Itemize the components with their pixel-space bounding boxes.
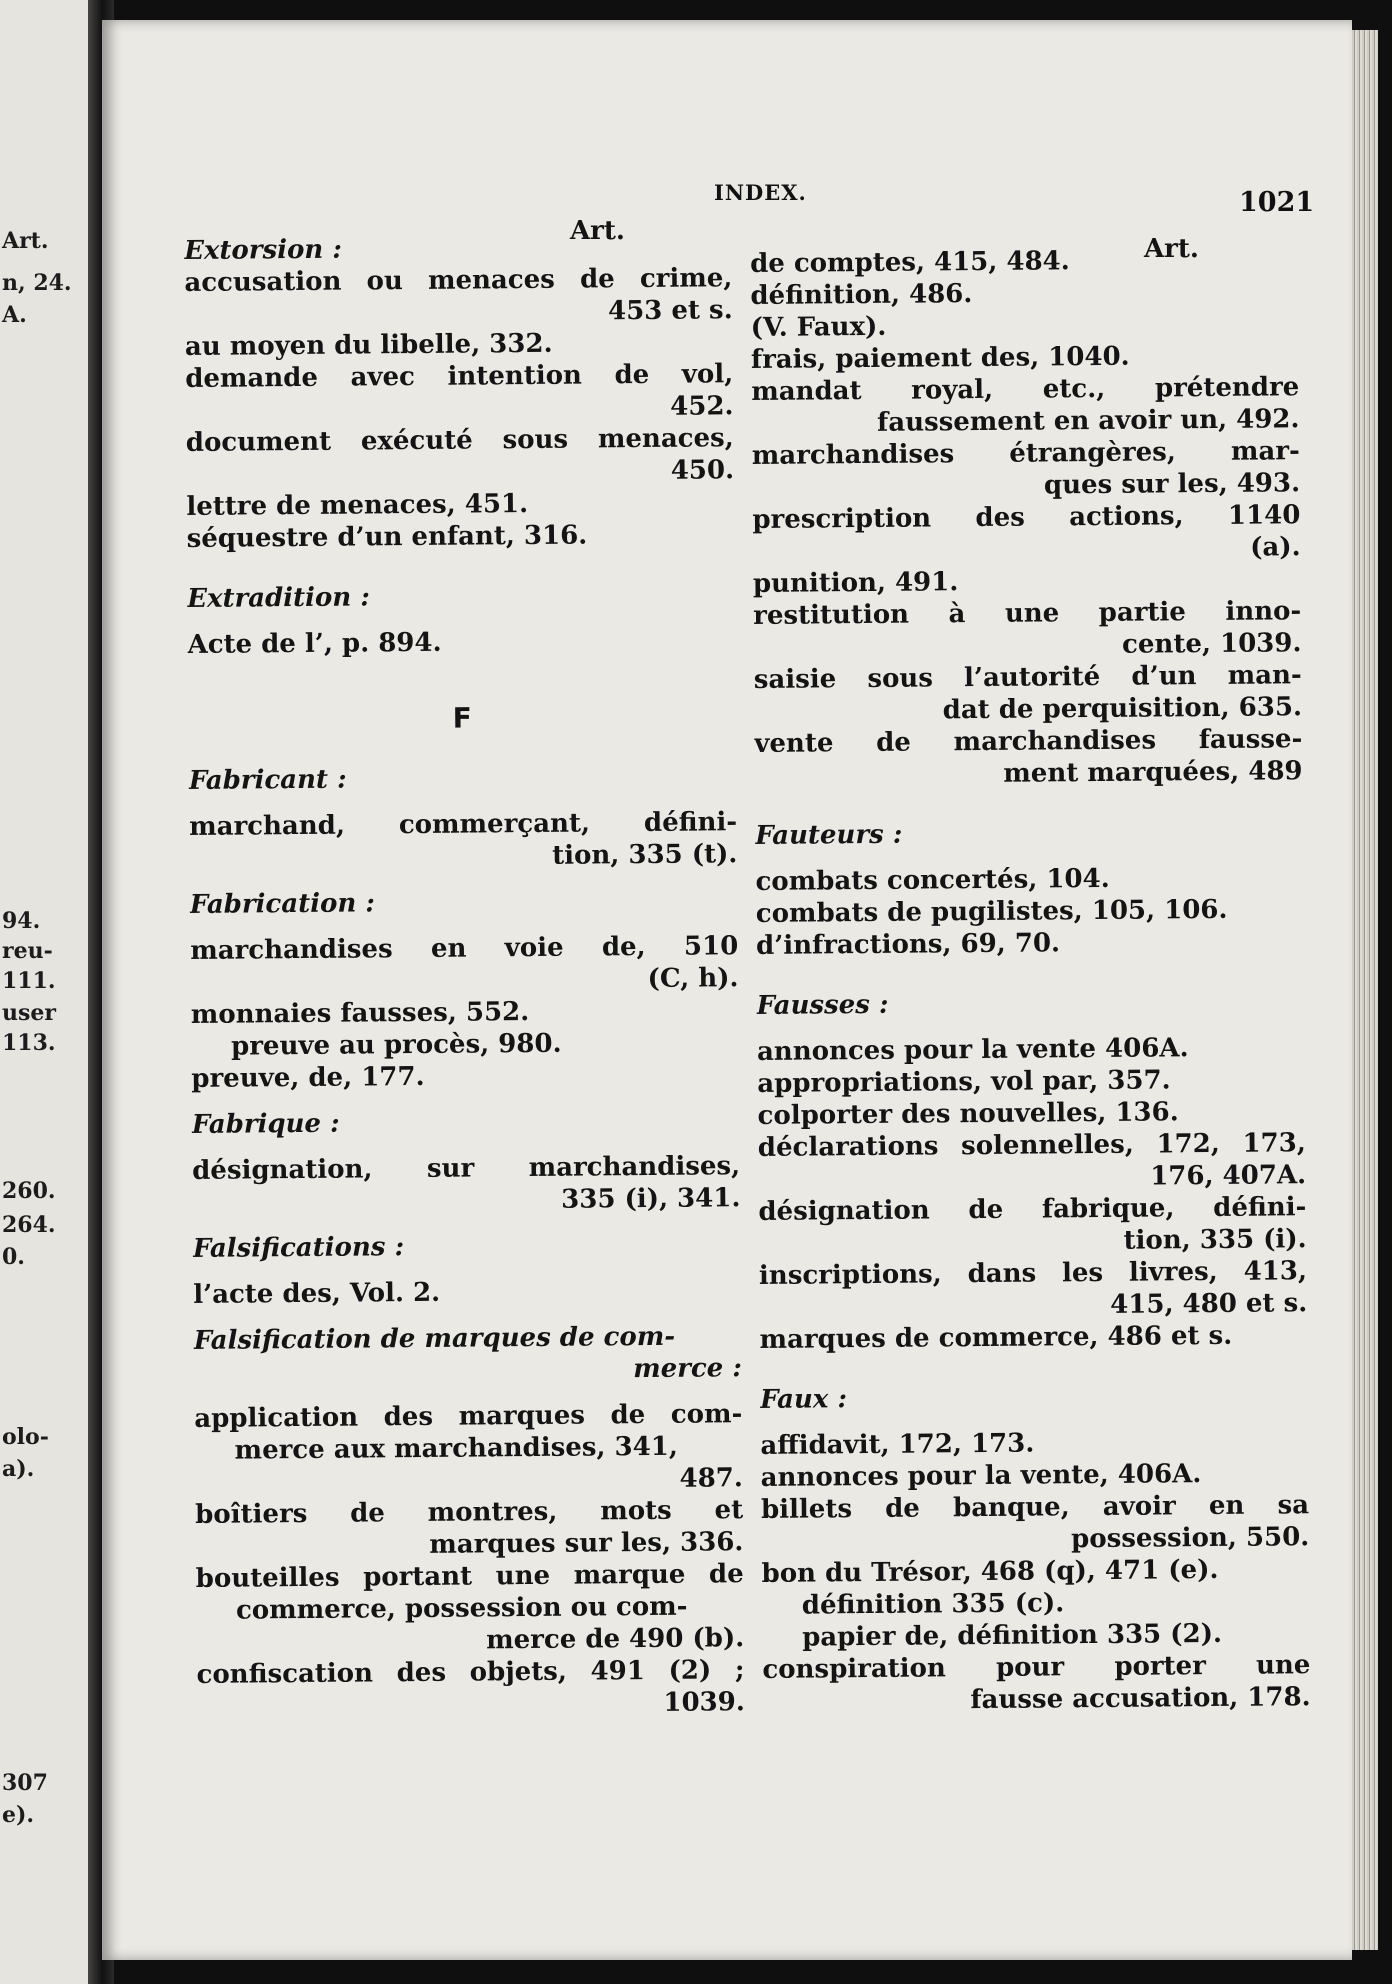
index-entry-continuation: marques sur les, 336. (429, 1527, 744, 1560)
index-subentry: preuve au procès, 980. (230, 1028, 562, 1062)
index-entry-continuation: possession, 550. (1070, 1522, 1310, 1555)
index-entry-continuation: tion, 335 (t). (552, 839, 738, 871)
index-entry-continuation: ques sur les, 493. (1043, 468, 1301, 501)
index-heading: Fabricant : (188, 764, 347, 796)
index-entry: marchandises étrangères, mar- (751, 436, 1300, 471)
index-entry: vente de marchandises fausse- (754, 724, 1303, 759)
prev-fragment: 113. (2, 1030, 56, 1056)
index-entry: combats concertés, 104. (755, 863, 1110, 897)
page-header-title: INDEX. (714, 180, 807, 205)
index-entry: (V. Faux). (750, 311, 887, 343)
index-heading-continuation: merce : (633, 1353, 743, 1385)
index-entry: Acte de l’, p. 894. (187, 627, 442, 660)
index-entry: marchand, commerçant, défini- (189, 807, 738, 842)
index-entry: billets de banque, avoir en sa (760, 1490, 1310, 1525)
index-entry: appropriations, vol par, 357. (757, 1065, 1171, 1099)
index-subentry: définition 335 (c). (801, 1588, 1065, 1621)
prev-fragment: 0. (2, 1244, 25, 1270)
section-letter: F (452, 701, 472, 735)
index-entry: définition, 486. (750, 279, 973, 311)
index-heading: Fabrication : (189, 888, 376, 920)
index-entry: document exécuté sous menaces, (185, 423, 734, 458)
index-heading: Falsifications : (192, 1232, 405, 1264)
index-entry: déclarations solennelles, 172, 173, (757, 1128, 1306, 1163)
index-entry: marchandises en voie de, 510 (190, 931, 739, 966)
index-entry: restitution à une partie inno- (753, 596, 1302, 631)
page-stack-edge (1352, 30, 1378, 1950)
index-entry-continuation: merce de 490 (b). (486, 1623, 745, 1656)
prev-fragment: 307 (2, 1770, 48, 1796)
index-entry-continuation: faussement en avoir un, 492. (876, 404, 1300, 438)
index-entry-continuation: 450. (670, 455, 735, 486)
prev-fragment: reu- (2, 938, 53, 964)
prev-fragment: 111. (2, 968, 56, 994)
index-heading: Extorsion : (184, 234, 343, 266)
prev-fragment: 264. (2, 1212, 56, 1238)
index-entry: affidavit, 172, 173. (760, 1428, 1035, 1461)
index-entry: d’infractions, 69, 70. (755, 928, 1061, 961)
index-entry-continuation: 487. (679, 1463, 744, 1494)
index-entry: annonces pour la vente, 406A. (760, 1459, 1202, 1493)
index-entry-continuation: merce aux marchandises, 341, (234, 1431, 679, 1466)
book-page (102, 20, 1352, 1960)
index-entry: marques de commerce, 486 et s. (759, 1320, 1233, 1355)
index-entry: preuve, de, 177. (191, 1061, 425, 1094)
previous-page-fragment (0, 0, 98, 1984)
index-entry: bouteilles portant une marque de (195, 1559, 744, 1594)
index-heading: Fauteurs : (755, 819, 903, 851)
index-heading: Fabrique : (191, 1108, 340, 1140)
prev-fragment: A. (2, 302, 27, 328)
index-entry-continuation: 1039. (663, 1687, 745, 1718)
index-entry: inscriptions, dans les livres, 413, (758, 1256, 1308, 1291)
index-entry: demande avec intention de vol, (185, 359, 734, 394)
index-entry: combats de pugilistes, 105, 106. (755, 894, 1228, 929)
index-entry: monnaies fausses, 552. (190, 997, 530, 1030)
left-index-column (184, 230, 745, 1723)
index-entry: désignation de fabrique, défini- (758, 1192, 1307, 1227)
prev-fragment: olo- (2, 1424, 49, 1450)
prev-fragment: user (2, 1000, 56, 1026)
index-entry: de comptes, 415, 484. (750, 246, 1070, 279)
page-number: 1021 (1239, 187, 1315, 218)
right-column-art-label: Art. (1144, 234, 1199, 264)
index-heading: Faux : (759, 1384, 848, 1415)
prev-fragment: n, 24. (2, 270, 72, 296)
index-entry: saisie sous l’autorité d’un man- (753, 660, 1302, 695)
index-entry: frais, paiement des, 1040. (750, 341, 1130, 375)
index-entry: au moyen du libelle, 332. (184, 328, 553, 362)
index-heading: Fausses : (756, 989, 889, 1021)
index-entry: lettre de menaces, 451. (186, 489, 529, 522)
index-entry-continuation: fausse accusation, 178. (970, 1682, 1311, 1716)
index-entry: accusation ou menaces de crime, (184, 263, 733, 298)
index-entry: confiscation des objets, 491 (2) ; (196, 1655, 745, 1690)
index-heading: Falsification de marques de com- (193, 1321, 676, 1356)
index-entry-continuation: 415, 480 et s. (1110, 1288, 1308, 1320)
prev-fragment: 94. (2, 908, 41, 934)
index-entry-continuation: commerce, possession ou com- (235, 1591, 688, 1626)
left-column-art-label: Art. (570, 216, 625, 246)
index-heading: Extradition : (187, 582, 371, 614)
index-entry-continuation: cente, 1039. (1121, 628, 1302, 660)
index-entry: désignation, sur marchandises, (192, 1151, 741, 1186)
index-entry-continuation: tion, 335 (i). (1123, 1224, 1307, 1256)
index-entry-continuation: 176, 407A. (1150, 1160, 1307, 1192)
index-entry: colporter des nouvelles, 136. (757, 1097, 1179, 1131)
index-entry-continuation: dat de perquisition, 635. (942, 692, 1303, 726)
index-entry: conspiration pour porter une (762, 1650, 1311, 1685)
index-entry-continuation: ment marquées, 489 (1003, 756, 1303, 789)
prev-fragment: a). (2, 1456, 35, 1482)
index-entry-continuation: 452. (670, 391, 734, 422)
index-entry: punition, 491. (752, 567, 959, 599)
index-entry-continuation: (C, h). (647, 963, 739, 994)
index-entry: application des marques de com- (194, 1399, 743, 1434)
index-subentry: papier de, définition 335 (2). (801, 1618, 1223, 1653)
index-entry: séquestre d’un enfant, 316. (186, 520, 588, 554)
index-entry-continuation: 335 (i), 341. (561, 1183, 741, 1215)
index-entry-continuation: 453 et s. (607, 295, 733, 327)
index-entry: bon du Trésor, 468 (q), 471 (e). (761, 1554, 1219, 1589)
index-entry: annonces pour la vente 406A. (756, 1033, 1189, 1067)
index-entry: boîtiers de montres, mots et (195, 1495, 744, 1530)
right-index-column (750, 243, 1311, 1718)
prev-fragment: e). (2, 1802, 35, 1828)
index-entry: mandat royal, etc., prétendre (751, 372, 1300, 407)
index-entry: prescription des actions, 1140 (752, 500, 1301, 535)
prev-fragment: Art. (2, 228, 49, 254)
prev-fragment: 260. (2, 1178, 56, 1204)
index-entry-continuation: (a). (1249, 532, 1301, 563)
index-entry: l’acte des, Vol. 2. (193, 1277, 441, 1310)
